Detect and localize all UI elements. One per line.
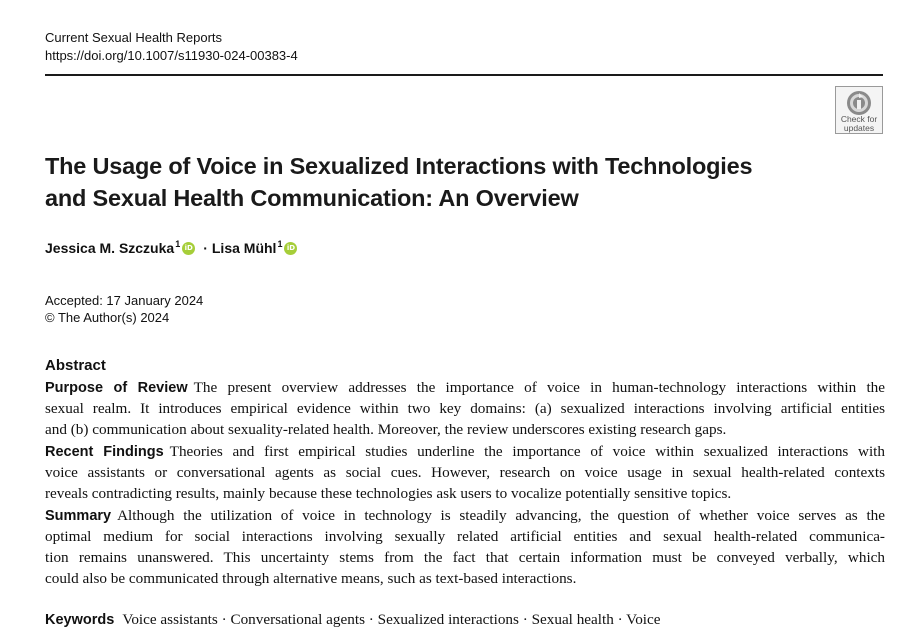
section-text: Although the utilization of voice in technology is steadily advancing, the question of whether voice serves as the xyxy=(117,507,885,524)
author-affiliation: 1 xyxy=(175,239,181,249)
keywords-text: Voice assistants · Conversational agents · Sexualized interactions · Sexual health · Voice xyxy=(122,611,661,628)
abstract-section-purpose xyxy=(45,377,885,440)
paper-title xyxy=(45,150,805,214)
check-updates-icon xyxy=(846,90,872,116)
section-label: Purpose of Review xyxy=(45,380,188,396)
badge-label xyxy=(836,115,882,133)
section-label: Summary xyxy=(45,508,112,524)
journal-name: Current Sexual Health Reports xyxy=(45,30,223,45)
badge-line-2: updates xyxy=(843,123,875,133)
section-text: reveals contradicting results, mainly because these technologies ask users to vocalize potentially sensitive topics. xyxy=(45,485,732,502)
section-label: Recent Findings xyxy=(45,444,164,460)
section-text: tion remains unanswered. This uncertainty stems from the fact that certain information must be conveyed verbally, which xyxy=(45,549,885,566)
doi-link[interactable]: https://doi.org/10.1007/s11930-024-00383-4 xyxy=(45,48,298,63)
title-line-2: and Sexual Health Communication: An Overview xyxy=(45,185,579,211)
title-line-1: The Usage of Voice in Sexualized Interactions with Technologies xyxy=(45,153,753,179)
abstract-heading: Abstract xyxy=(45,357,106,374)
author-affiliation: 1 xyxy=(277,239,283,249)
abstract-section-findings xyxy=(45,441,885,504)
article-meta xyxy=(45,292,203,326)
check-for-updates-badge[interactable] xyxy=(835,86,883,134)
abstract-section-summary xyxy=(45,505,885,589)
section-text: Theories and first empirical studies underline the importance of voice within sexualized interactions with xyxy=(169,443,885,460)
journal-header xyxy=(45,29,298,65)
header-rule xyxy=(45,74,883,76)
section-text: could also be communicated through alternative means, such as text-based interactions. xyxy=(45,570,577,587)
author-name[interactable]: Lisa Mühl xyxy=(211,240,277,256)
section-text: voice assistants or conversational agents as social cues. However, research on voice usage in sexual health-related contexts xyxy=(45,464,885,481)
author-separator: · xyxy=(203,240,208,256)
badge-line-1: Check for xyxy=(840,114,878,124)
section-text: and (b) communication about sexuality-related health. Moreover, the review underscores existing research gaps. xyxy=(45,421,727,438)
keywords xyxy=(45,611,661,629)
orcid-icon[interactable]: iD xyxy=(284,242,297,255)
copyright-notice: © The Author(s) 2024 xyxy=(45,310,170,325)
accepted-date: Accepted: 17 January 2024 xyxy=(45,293,204,308)
section-text: optimal medium for social interactions involving sexually related artificial entities and sexual health-related communica- xyxy=(45,528,885,545)
author-name[interactable]: Jessica M. Szczuka xyxy=(45,240,175,256)
keywords-label: Keywords xyxy=(45,612,115,628)
author-list xyxy=(45,240,301,256)
section-text: sexual realm. It introduces empirical evidence within two key domains: (a) sexualized interactions involving artificial entities xyxy=(45,400,885,417)
section-text: The present overview addresses the importance of voice in human-technology interactions within the xyxy=(193,379,885,396)
orcid-icon[interactable]: iD xyxy=(182,242,195,255)
